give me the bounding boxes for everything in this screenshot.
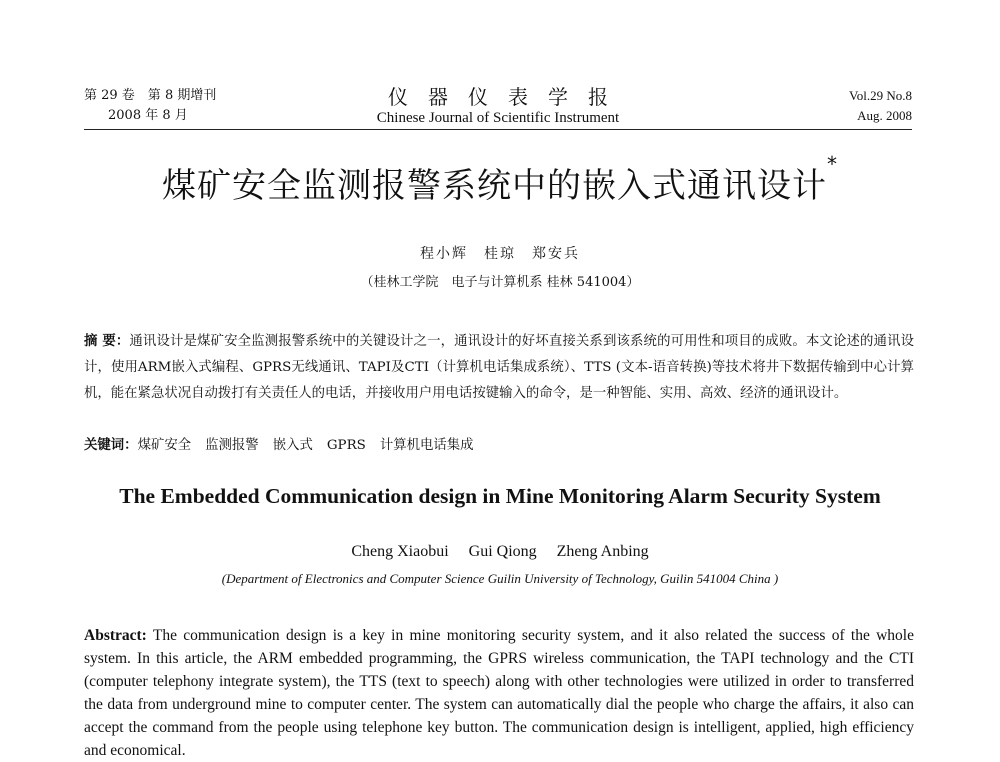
author-en: Cheng Xiaobui: [351, 543, 449, 560]
keyword: 计算机电话集成: [379, 438, 474, 453]
journal-name: [84, 86, 912, 128]
header-rule: [84, 129, 912, 130]
title-cn-text: 煤矿安全监测报警系统中的嵌入式通讯设计: [162, 166, 827, 206]
journal-name-cn: 仪器仪表学报: [388, 85, 628, 109]
authors-en: [0, 543, 1000, 561]
volume-number-en: Vol.29 No.8: [849, 88, 912, 103]
abstract-en: [84, 624, 914, 762]
author-en: Zheng Anbing: [556, 543, 649, 560]
keywords-cn: [84, 432, 914, 459]
volume-issue: 第 29 卷 第 8 期增刊: [84, 88, 217, 103]
abstract-cn-text: 通讯设计是煤矿安全监测报警系统中的关键设计之一，通讯设计的好坏直接关系到该系统的可用性和项目的成败。本文论述的通讯设计，使用ARM嵌入式编程、GPRS无线通讯、TAPI及CTI（计算机电话集成系统）、TTS (文本-语音转换)等技术将井下数据传输到中心计算机，能在紧急状况自动拨打有关责任人的电话，并接收用户用电话按键输入的命令，是一种智能、实用、高效、经济的通讯设计。: [84, 334, 915, 401]
paper-title-en: The Embedded Communication design in Mine Monitoring Alarm Security System: [119, 484, 881, 508]
affiliation-en: (Department of Electronics and Computer Science Guilin University of Technology, Guilin 541004 China ): [221, 571, 779, 586]
issue-date: 2008 年 8 月: [108, 108, 188, 123]
keyword: 煤矿安全: [137, 438, 192, 453]
keywords-cn-label: 关键词：: [84, 437, 138, 453]
abstract-cn-label: 摘 要：: [84, 333, 130, 349]
running-header: [84, 86, 912, 130]
affiliation-cn: （桂林工学院 电子与计算机系 桂林 541004）: [360, 275, 640, 290]
author-en: Gui Qiong: [468, 543, 537, 560]
abstract-en-text: The communication design is a key in mine monitoring security system, and it also related the success of the whole system. In this article, the ARM embedded programming, the GPRS wireless communication, the TAPI technology and the CTI (computer telephony integrate system), the TTS (text to speech) along with other technologies were utilized in order to transferred the data from underground mine to computer center. The system can automatically dial the people who charge the affairs, it also can accept the command from the people using telephone key button. The communication design is intelligent, applied, high efficiency and economical.: [84, 627, 914, 759]
keyword: 监测报警: [205, 438, 259, 453]
paper-title-cn: [0, 152, 1000, 207]
keyword: GPRS: [326, 438, 366, 453]
authors-cn: 程小辉 桂琼 郑安兵: [420, 246, 580, 262]
issue-date-en: Aug. 2008: [857, 108, 912, 123]
abstract-cn: [84, 328, 914, 407]
title-footnote-mark: *: [827, 152, 838, 176]
volume-info-en: [849, 86, 912, 126]
abstract-en-label: Abstract:: [84, 627, 147, 644]
keyword: 嵌入式: [272, 438, 313, 453]
journal-name-en: Chinese Journal of Scientific Instrument: [376, 110, 620, 126]
